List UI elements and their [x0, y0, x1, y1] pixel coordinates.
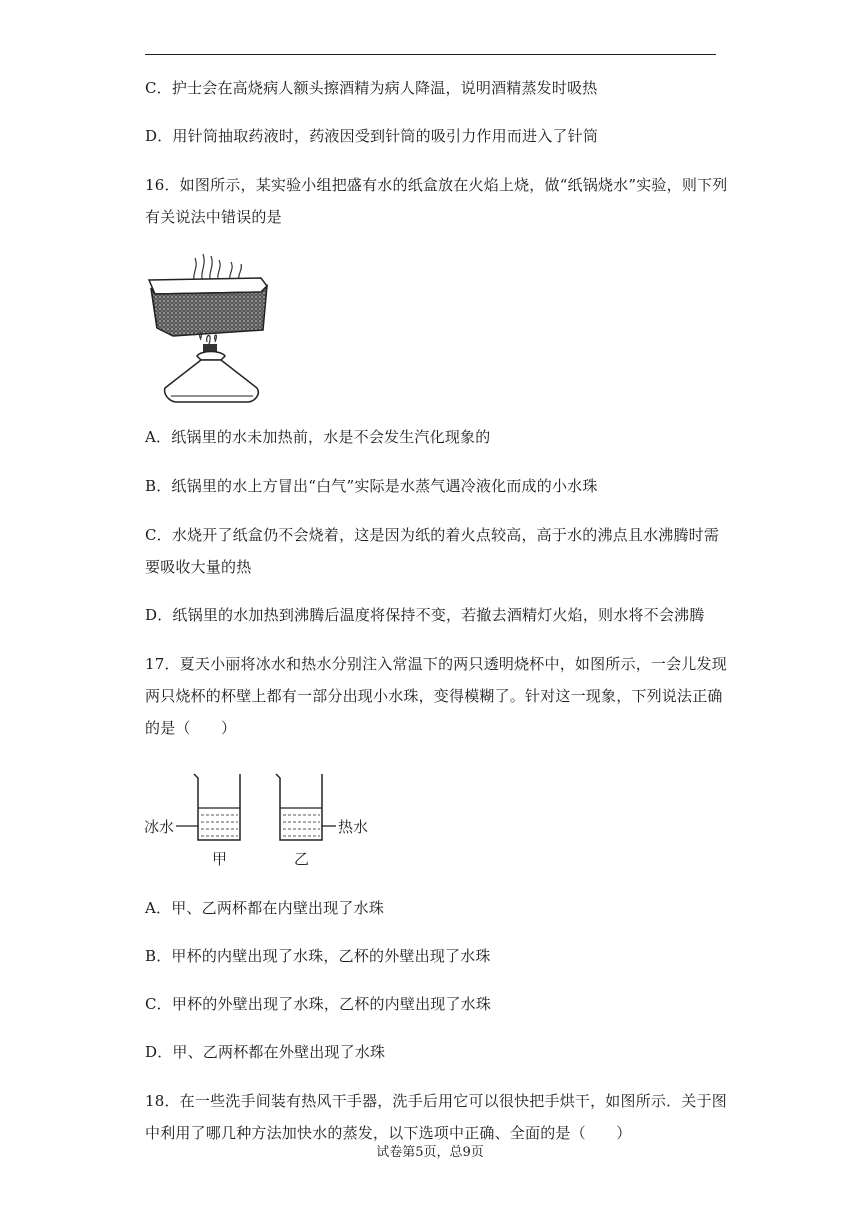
page-footer: 试卷第5页，总9页: [376, 1145, 484, 1160]
paper-pot-figure: [143, 252, 271, 407]
beakers-figure: [140, 768, 372, 872]
q17-option-a: A．甲、乙两杯都在内壁出现了水珠: [145, 899, 385, 917]
header-rule: [145, 54, 716, 55]
q16-option-a: A．纸锅里的水未加热前，水是不会发生汽化现象的: [145, 428, 491, 446]
q16-stem-line1: 16．如图所示，某实验小组把盛有水的纸盒放在火焰上烧，做“纸锅烧水”实验，则下列: [145, 176, 728, 194]
hot-water-label: 热水: [338, 818, 369, 836]
q16-option-c-line1: C．水烧开了纸盒仍不会烧着，这是因为纸的着火点较高，高于水的沸点且水沸腾时需: [145, 526, 720, 544]
q17-stem-line2: 两只烧杯的杯壁上都有一部分出现小水珠，变得模糊了。针对这一现象，下列说法正确: [145, 687, 723, 705]
q17-option-b: B．甲杯的内壁出现了水珠，乙杯的外壁出现了水珠: [145, 947, 491, 965]
q17-option-c: C．甲杯的外壁出现了水珠，乙杯的内壁出现了水珠: [145, 995, 492, 1013]
q17-option-d: D．甲、乙两杯都在外壁出现了水珠: [145, 1043, 386, 1061]
q17-stem-line3: 的是（ ）: [145, 719, 237, 737]
q18-stem-line1: 18．在一些洗手间装有热风干手器，洗手后用它可以很快把手烘干，如图所示．关于图: [145, 1092, 727, 1110]
ice-water-label: 冰水: [144, 818, 175, 836]
q16-option-b: B．纸锅里的水上方冒出“白气”实际是水蒸气遇冷液化而成的小水珠: [145, 477, 598, 495]
q16-stem-line2: 有关说法中错误的是: [145, 208, 282, 226]
q15-option-c: C．护士会在高烧病人额头擦酒精为病人降温，说明酒精蒸发时吸热: [145, 79, 598, 97]
q17-stem-line1: 17．夏天小丽将冰水和热水分别注入常温下的两只透明烧杯中，如图所示，一会儿发现: [145, 655, 727, 673]
yi-label: 乙: [294, 850, 310, 868]
q16-option-c-line2: 要吸收大量的热: [145, 558, 252, 576]
q16-option-d: D．纸锅里的水加热到沸腾后温度将保持不变，若撤去酒精灯火焰，则水将不会沸腾: [145, 606, 705, 624]
jia-label: 甲: [212, 850, 228, 868]
q15-option-d: D．用针筒抽取药液时，药液因受到针筒的吸引力作用而进入了针筒: [145, 127, 599, 145]
q18-stem-line2: 中利用了哪几种方法加快水的蒸发，以下选项中正确、全面的是（ ）: [145, 1124, 632, 1142]
